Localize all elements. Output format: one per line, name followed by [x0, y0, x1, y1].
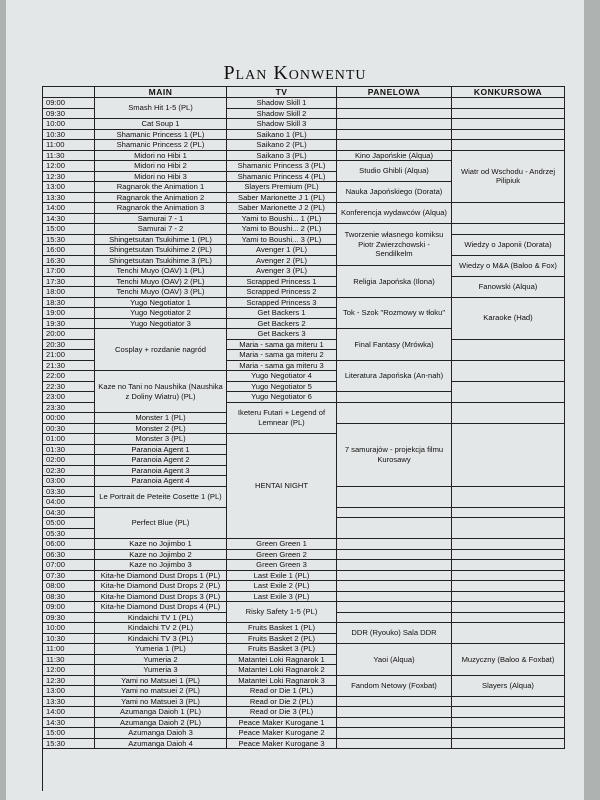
panel-program-cell — [337, 119, 452, 130]
tv-program-cell: Read or Die 1 (PL) — [227, 686, 337, 697]
tv-program-cell: Read or Die 2 (PL) — [227, 697, 337, 708]
tv-program-cell: Get Backers 3 — [227, 329, 337, 340]
tv-program-cell: Shamanic Princess 4 (PL) — [227, 172, 337, 183]
main-program-cell: Smash Hit 1-5 (PL) — [95, 98, 227, 119]
main-program-cell: Kaze no Jojimbo 1 — [95, 539, 227, 550]
main-program-cell: Monster 3 (PL) — [95, 434, 227, 445]
time-slot: 13:30 — [43, 697, 95, 708]
main-program-cell: Shingetsutan Tsukihime 2 (PL) — [95, 245, 227, 256]
panel-program-cell — [337, 697, 452, 708]
column-header: PANELOWA — [337, 87, 452, 98]
contest-program-cell: Wiedzy o M&A (Baloo & Fox) — [452, 256, 565, 277]
panel-program-cell — [337, 518, 452, 539]
panel-program-cell — [337, 718, 452, 729]
tv-program-cell: Peace Maker Kurogane 2 — [227, 728, 337, 739]
main-program-cell: Samurai 7 - 1 — [95, 214, 227, 225]
tv-program-cell: Peace Maker Kurogane 3 — [227, 739, 337, 750]
tv-program-cell: Last Exile 2 (PL) — [227, 581, 337, 592]
main-program-cell: Samurai 7 - 2 — [95, 224, 227, 235]
contest-program-cell: Slayers (Alqua) — [452, 676, 565, 697]
tv-program-cell: Scrapped Princess 2 — [227, 287, 337, 298]
tv-program-cell: Green Green 2 — [227, 550, 337, 561]
time-slot: 10:30 — [43, 634, 95, 645]
tv-program-cell: Scrapped Princess 3 — [227, 298, 337, 309]
contest-program-cell — [452, 539, 565, 550]
tv-program-cell: Saber Marionette J 2 (PL) — [227, 203, 337, 214]
tv-program-cell: Green Green 1 — [227, 539, 337, 550]
main-program-cell: Yumeria 3 — [95, 665, 227, 676]
time-slot: 11:30 — [43, 151, 95, 162]
tv-program-cell: Last Exile 1 (PL) — [227, 571, 337, 582]
tv-program-cell: Avenger 1 (PL) — [227, 245, 337, 256]
contest-program-cell: Wiatr od Wschodu - Andrzej Pilipiuk — [452, 151, 565, 204]
tv-program-cell: Shamanic Princess 3 (PL) — [227, 161, 337, 172]
column-header — [43, 87, 95, 98]
contest-program-cell — [452, 508, 565, 519]
tv-program-cell: Yami to Boushi... 1 (PL) — [227, 214, 337, 225]
panel-program-cell: Nauka Japońskiego (Dorata) — [337, 182, 452, 203]
panel-program-cell — [337, 581, 452, 592]
time-slot: 14:30 — [43, 214, 95, 225]
contest-program-cell — [452, 592, 565, 603]
time-slot: 17:00 — [43, 266, 95, 277]
main-program-cell: Shamanic Princess 2 (PL) — [95, 140, 227, 151]
tv-program-cell: Last Exile 3 (PL) — [227, 592, 337, 603]
panel-program-cell: Tworzenie własnego komiksu Piotr Zwierzchowski - Sendilkelm — [337, 224, 452, 266]
contest-program-cell — [452, 109, 565, 120]
tv-program-cell: Shadow Skill 2 — [227, 109, 337, 120]
tv-program-cell: Matantei Loki Ragnarok 2 — [227, 665, 337, 676]
contest-program-cell — [452, 518, 565, 539]
panel-program-cell — [337, 403, 452, 424]
time-slot: 12:00 — [43, 161, 95, 172]
contest-program-cell — [452, 224, 565, 235]
time-slot: 19:00 — [43, 308, 95, 319]
column-header: MAIN — [95, 87, 227, 98]
main-program-cell: Paranoia Agent 3 — [95, 466, 227, 477]
time-slot: 12:00 — [43, 665, 95, 676]
tv-program-cell: Scrapped Princess 1 — [227, 277, 337, 288]
main-program-cell: Yumeria 1 (PL) — [95, 644, 227, 655]
panel-program-cell: 7 samurajów - projekcja filmu Kurosawy — [337, 424, 452, 487]
main-program-cell: Yumeria 2 — [95, 655, 227, 666]
main-program-cell: Kita-he Diamond Dust Drops 2 (PL) — [95, 581, 227, 592]
contest-program-cell: Fanowski (Alqua) — [452, 277, 565, 298]
tv-program-cell: Saikano 1 (PL) — [227, 130, 337, 141]
contest-program-cell: Wiedzy o Japonii (Dorata) — [452, 235, 565, 256]
contest-program-cell — [452, 98, 565, 109]
contest-program-cell — [452, 718, 565, 729]
time-slot: 10:00 — [43, 119, 95, 130]
main-program-cell: Yugo Negotiator 1 — [95, 298, 227, 309]
contest-program-cell — [452, 340, 565, 361]
panel-program-cell: Yaoi (Alqua) — [337, 644, 452, 676]
main-program-cell: Shamanic Princess 1 (PL) — [95, 130, 227, 141]
time-slot: 07:30 — [43, 571, 95, 582]
main-program-cell: Kaze no Jojimbo 2 — [95, 550, 227, 561]
time-slot: 13:00 — [43, 686, 95, 697]
main-program-cell: Monster 2 (PL) — [95, 424, 227, 435]
time-slot: 09:00 — [43, 602, 95, 613]
contest-program-cell — [452, 203, 565, 224]
tv-program-cell: Yami to Boushi... 2 (PL) — [227, 224, 337, 235]
tv-program-cell: Fruits Basket 3 (PL) — [227, 644, 337, 655]
time-slot: 22:30 — [43, 382, 95, 393]
contest-program-cell — [452, 571, 565, 582]
tv-program-cell: Slayers Premium (PL) — [227, 182, 337, 193]
time-slot: 09:30 — [43, 109, 95, 120]
time-slot: 14:30 — [43, 718, 95, 729]
time-slot: 11:30 — [43, 655, 95, 666]
main-program-cell: Perfect Blue (PL) — [95, 508, 227, 540]
time-slot: 13:00 — [43, 182, 95, 193]
time-slot: 15:00 — [43, 224, 95, 235]
time-slot: 06:00 — [43, 539, 95, 550]
tv-program-cell: Yami to Boushi... 3 (PL) — [227, 235, 337, 246]
main-program-cell: Azumanga Daioh 4 — [95, 739, 227, 750]
main-program-cell: Midori no Hibi 2 — [95, 161, 227, 172]
panel-program-cell — [337, 728, 452, 739]
panel-program-cell: DDR (Ryouko) Sala DDR — [337, 623, 452, 644]
panel-program-cell — [337, 508, 452, 519]
panel-program-cell — [337, 140, 452, 151]
main-program-cell: Kaze no Jojimbo 3 — [95, 560, 227, 571]
main-program-cell: Shingetsutan Tsukihime 1 (PL) — [95, 235, 227, 246]
main-program-cell: Yami no Matsuei 1 (PL) — [95, 676, 227, 687]
time-slot: 07:00 — [43, 560, 95, 571]
main-program-cell: Kaze no Tani no Naushika (Naushika z Doliny Wiatru) (PL) — [95, 371, 227, 413]
tv-program-cell: Matantei Loki Ragnarok 3 — [227, 676, 337, 687]
tv-program-cell: Risky Safety 1-5 (PL) — [227, 602, 337, 623]
contest-program-cell — [452, 140, 565, 151]
main-program-cell: Azumanga Daioh 2 (PL) — [95, 718, 227, 729]
main-program-cell: Tenchi Muyo (OAV) 2 (PL) — [95, 277, 227, 288]
contest-program-cell — [452, 550, 565, 561]
main-program-cell: Shingetsutan Tsukihime 3 (PL) — [95, 256, 227, 267]
time-slot: 16:30 — [43, 256, 95, 267]
column-header: KONKURSOWA — [452, 87, 565, 98]
panel-program-cell — [337, 130, 452, 141]
time-slot: 18:30 — [43, 298, 95, 309]
tv-program-cell: Maria - sama ga miteru 3 — [227, 361, 337, 372]
tv-program-cell: Yugo Negotiator 5 — [227, 382, 337, 393]
time-slot: 11:00 — [43, 140, 95, 151]
panel-program-cell — [337, 98, 452, 109]
time-slot: 20:00 — [43, 329, 95, 340]
contest-program-cell — [452, 560, 565, 571]
contest-program-cell — [452, 382, 565, 403]
tv-program-cell: Avenger 2 (PL) — [227, 256, 337, 267]
contest-program-cell — [452, 728, 565, 739]
main-program-cell: Cosplay + rozdanie nagród — [95, 329, 227, 371]
time-slot: 18:00 — [43, 287, 95, 298]
time-slot: 11:00 — [43, 644, 95, 655]
contest-program-cell — [452, 613, 565, 624]
tv-program-cell: Fruits Basket 1 (PL) — [227, 623, 337, 634]
time-slot: 21:00 — [43, 350, 95, 361]
tv-program-cell: Read or Die 3 (PL) — [227, 707, 337, 718]
time-slot: 02:00 — [43, 455, 95, 466]
panel-program-cell — [337, 109, 452, 120]
time-slot: 16:00 — [43, 245, 95, 256]
main-program-cell: Cat Soup 1 — [95, 119, 227, 130]
time-slot: 01:00 — [43, 434, 95, 445]
contest-program-cell — [452, 707, 565, 718]
time-slot: 03:00 — [43, 476, 95, 487]
time-slot: 00:30 — [43, 424, 95, 435]
time-slot: 15:30 — [43, 739, 95, 750]
main-program-cell: Kita-he Diamond Dust Drops 4 (PL) — [95, 602, 227, 613]
contest-program-cell — [452, 487, 565, 508]
main-program-cell: Ragnarok the Animation 1 — [95, 182, 227, 193]
schedule-sheet — [6, 0, 584, 800]
main-program-cell: Paranoia Agent 1 — [95, 445, 227, 456]
main-program-cell: Azumanga Daioh 3 — [95, 728, 227, 739]
panel-program-cell: Fandom Netowy (Foxbat) — [337, 676, 452, 697]
panel-program-cell — [337, 707, 452, 718]
time-slot: 09:00 — [43, 98, 95, 109]
main-program-cell: Paranoia Agent 4 — [95, 476, 227, 487]
tv-program-cell: Matantei Loki Ragnarok 1 — [227, 655, 337, 666]
tv-program-cell: Yugo Negotiator 6 — [227, 392, 337, 403]
contest-program-cell: Karaoke (Had) — [452, 298, 565, 340]
tv-program-cell: Get Backers 2 — [227, 319, 337, 330]
tv-program-cell: Maria - sama ga miteru 1 — [227, 340, 337, 351]
time-slot: 08:00 — [43, 581, 95, 592]
column-header: TV — [227, 87, 337, 98]
time-slot: 05:00 — [43, 518, 95, 529]
panel-program-cell — [337, 539, 452, 550]
time-slot: 23:00 — [43, 392, 95, 403]
contest-program-cell — [452, 424, 565, 487]
panel-program-cell: Kino Japońskie (Alqua) — [337, 151, 452, 162]
panel-program-cell: Studio Ghibli (Alqua) — [337, 161, 452, 182]
time-slot: 14:00 — [43, 203, 95, 214]
tv-program-cell: Saikano 3 (PL) — [227, 151, 337, 162]
page-title: Plan Konwentu — [223, 62, 367, 84]
main-program-cell: Ragnarok the Animation 2 — [95, 193, 227, 204]
contest-program-cell — [452, 581, 565, 592]
main-program-cell: Le Portrait de Peteite Cosette 1 (PL) — [95, 487, 227, 508]
panel-program-cell: Final Fantasy (Mrówka) — [337, 329, 452, 361]
panel-program-cell: Religia Japońska (Ilona) — [337, 266, 452, 298]
tv-program-cell: Shadow Skill 3 — [227, 119, 337, 130]
schedule-table — [42, 86, 565, 791]
tv-program-cell: Iketeru Futari + Legend of Lemnear (PL) — [227, 403, 337, 435]
main-program-cell: Midori no Hibi 1 — [95, 151, 227, 162]
main-program-cell: Kindaichi TV 3 (PL) — [95, 634, 227, 645]
main-program-cell: Monster 1 (PL) — [95, 413, 227, 424]
tv-program-cell: Get Backers 1 — [227, 308, 337, 319]
time-slot: 09:30 — [43, 613, 95, 624]
time-slot: 19:30 — [43, 319, 95, 330]
tv-program-cell: Saikano 2 (PL) — [227, 140, 337, 151]
tv-program-cell: Peace Maker Kurogane 1 — [227, 718, 337, 729]
time-slot: 17:30 — [43, 277, 95, 288]
contest-program-cell — [452, 130, 565, 141]
panel-program-cell: Konferencja wydawców (Alqua) — [337, 203, 452, 224]
time-slot: 03:30 — [43, 487, 95, 498]
time-slot: 10:00 — [43, 623, 95, 634]
main-program-cell: Yami no Matsuei 3 (PL) — [95, 697, 227, 708]
tv-program-cell: Avenger 3 (PL) — [227, 266, 337, 277]
panel-program-cell — [337, 392, 452, 403]
tv-program-cell: HENTAI NIGHT — [227, 434, 337, 539]
tv-program-cell: Fruits Basket 2 (PL) — [227, 634, 337, 645]
time-slot: 04:00 — [43, 497, 95, 508]
panel-program-cell — [337, 739, 452, 750]
time-slot: 10:30 — [43, 130, 95, 141]
panel-program-cell — [337, 613, 452, 624]
main-program-cell: Midori no Hibi 3 — [95, 172, 227, 183]
main-program-cell: Tenchi Muyo (OAV) 3 (PL) — [95, 287, 227, 298]
time-slot: 21:30 — [43, 361, 95, 372]
main-program-cell: Azumanga Daioh 1 (PL) — [95, 707, 227, 718]
tv-program-cell: Saber Marionette J 1 (PL) — [227, 193, 337, 204]
time-slot: 22:00 — [43, 371, 95, 382]
contest-program-cell — [452, 602, 565, 613]
time-slot: 15:00 — [43, 728, 95, 739]
panel-program-cell — [337, 560, 452, 571]
main-program-cell: Yami no matsuei 2 (PL) — [95, 686, 227, 697]
time-slot: 02:30 — [43, 466, 95, 477]
tv-program-cell: Maria - sama ga miteru 2 — [227, 350, 337, 361]
time-slot: 06:30 — [43, 550, 95, 561]
panel-program-cell — [337, 571, 452, 582]
contest-program-cell — [452, 361, 565, 382]
main-program-cell: Yugo Negotiator 3 — [95, 319, 227, 330]
panel-program-cell: Literatura Japońska (An-nah) — [337, 361, 452, 393]
panel-program-cell: Tok - Szok "Rozmowy w tłoku" — [337, 298, 452, 330]
contest-program-cell — [452, 739, 565, 750]
panel-program-cell — [337, 550, 452, 561]
time-slot: 05:30 — [43, 529, 95, 540]
time-slot: 13:30 — [43, 193, 95, 204]
main-program-cell: Kindaichi TV 1 (PL) — [95, 613, 227, 624]
main-program-cell: Yugo Negotiator 2 — [95, 308, 227, 319]
time-slot: 12:30 — [43, 676, 95, 687]
panel-program-cell — [337, 602, 452, 613]
contest-program-cell — [452, 697, 565, 708]
time-slot: 14:00 — [43, 707, 95, 718]
time-slot: 00:00 — [43, 413, 95, 424]
contest-program-cell — [452, 623, 565, 644]
contest-program-cell — [452, 119, 565, 130]
main-program-cell: Kita-he Diamond Dust Drops 1 (PL) — [95, 571, 227, 582]
time-slot: 23:30 — [43, 403, 95, 414]
main-program-cell: Kindaichi TV 2 (PL) — [95, 623, 227, 634]
tv-program-cell: Yugo Negotiator 4 — [227, 371, 337, 382]
time-slot: 20:30 — [43, 340, 95, 351]
main-program-cell: Paranoia Agent 2 — [95, 455, 227, 466]
contest-program-cell: Muzyczny (Baloo & Foxbat) — [452, 644, 565, 676]
tv-program-cell: Shadow Skill 1 — [227, 98, 337, 109]
time-slot: 08:30 — [43, 592, 95, 603]
panel-program-cell — [337, 487, 452, 508]
main-program-cell: Ragnarok the Animation 3 — [95, 203, 227, 214]
contest-program-cell — [452, 403, 565, 424]
panel-program-cell — [337, 592, 452, 603]
main-program-cell: Kita-he Diamond Dust Drops 3 (PL) — [95, 592, 227, 603]
tv-program-cell: Green Green 3 — [227, 560, 337, 571]
time-slot: 12:30 — [43, 172, 95, 183]
time-slot: 01:30 — [43, 445, 95, 456]
time-slot: 15:30 — [43, 235, 95, 246]
time-slot: 04:30 — [43, 508, 95, 519]
main-program-cell: Tenchi Muyo (OAV) 1 (PL) — [95, 266, 227, 277]
